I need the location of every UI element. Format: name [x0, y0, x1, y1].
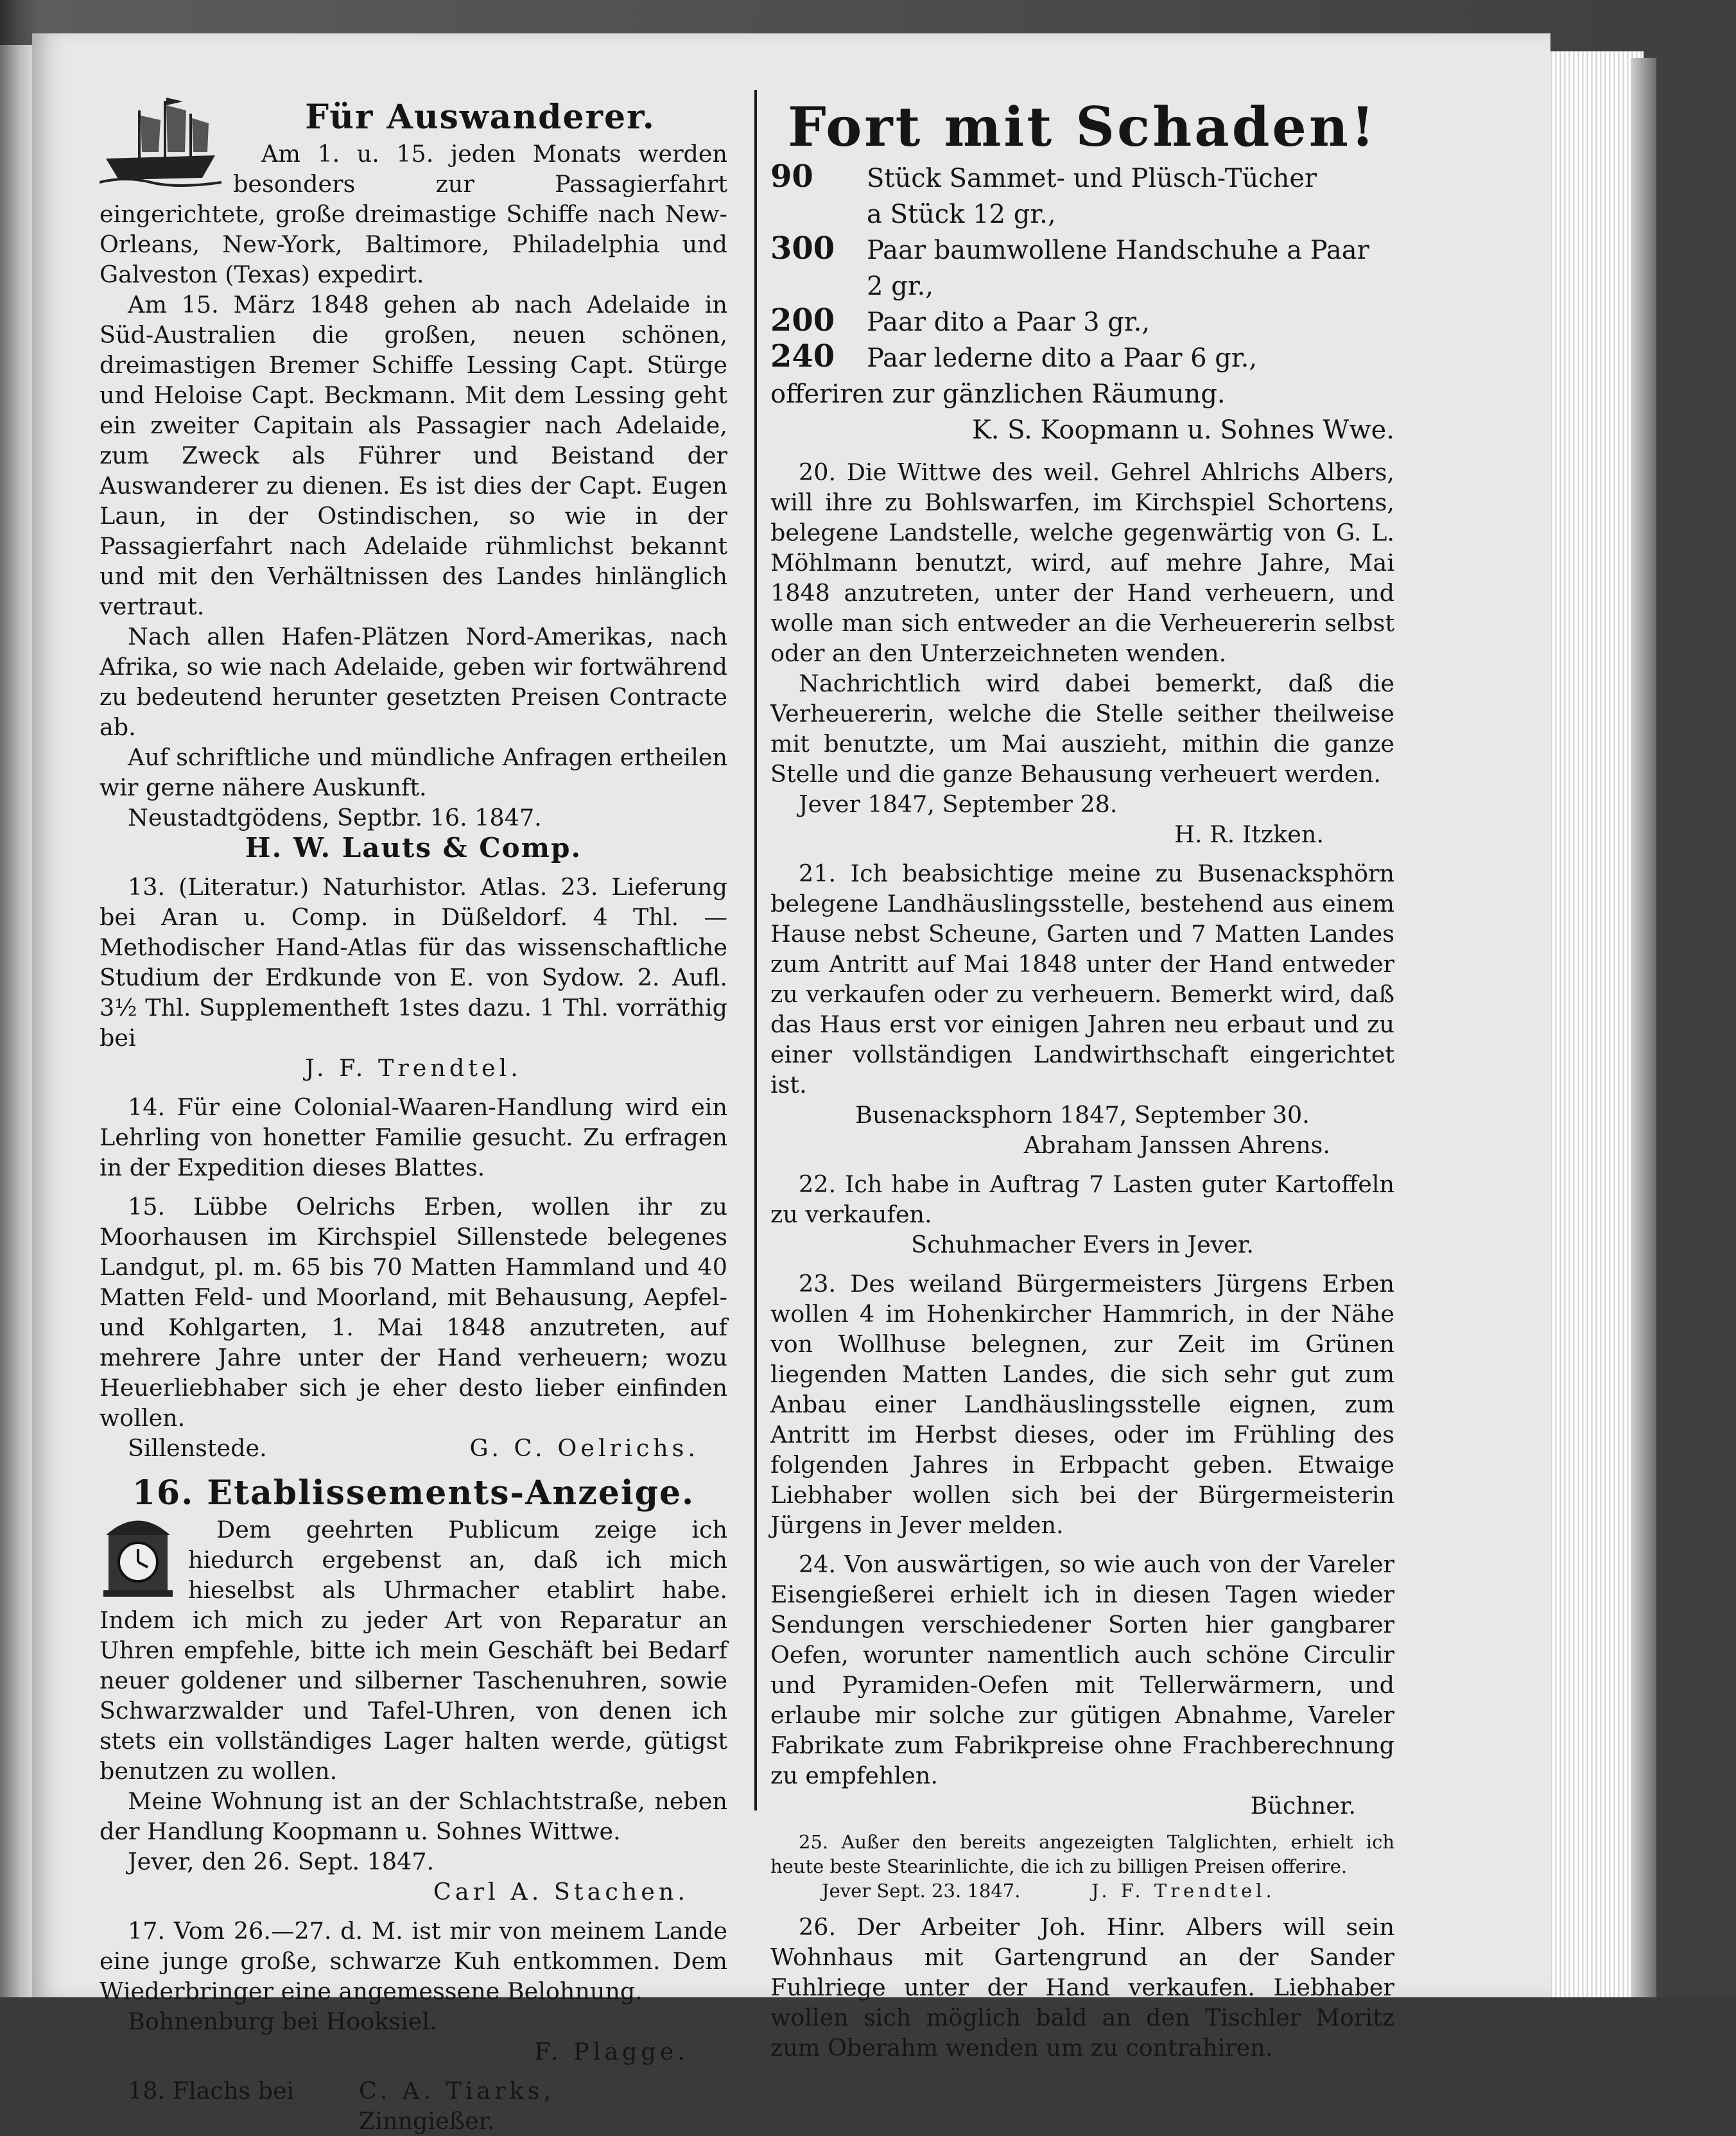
- ad-20-signature: H. R. Itzken.: [1174, 821, 1324, 848]
- ad-15-place: Sillenstede.: [128, 1434, 267, 1462]
- ad-18-signature: C. A. Tiarks,: [359, 2077, 555, 2105]
- ad-21: [770, 858, 1394, 1160]
- sale-closing: offeriren zur gänzlichen Räumung.: [770, 379, 1226, 409]
- heading-16: 16. Etablissements-Anzeige.: [132, 1473, 695, 1513]
- ad-20-paragraph-2: Nachrichtlich wird dabei bemerkt, daß die Verheuererin, welche die Stelle seither theilweise mit benutzte, um Mai auszieht, mithin die ganze Stelle und die ganze Behausung verheuert werden.: [770, 670, 1394, 788]
- ad-22-text: 22. Ich habe in Auftrag 7 Lasten guter Kartoffeln zu verkaufen.: [770, 1170, 1394, 1228]
- ad-24: [770, 1549, 1394, 1821]
- ad-16-paragraph-2: Meine Wohnung ist an der Schlachtstraße, neben der Handlung Koopmann u. Sohnes Wittwe.: [100, 1787, 727, 1845]
- sale-item-continuation: 2 gr.,: [867, 272, 933, 301]
- emigrants-firm: H. W. Lauts & Comp.: [245, 832, 582, 864]
- ad-25: [770, 1830, 1394, 1903]
- ad-25-text: 25. Außer den bereits angezeigten Talglichten, erhielt ich heute beste Stearinlichte, die ich zu billigen Preisen offerire.: [770, 1831, 1394, 1877]
- ad-18-text: 18. Flachs bei: [128, 2077, 295, 2105]
- emigrants-paragraph-4: Auf schriftliche und mündliche Anfragen ertheilen wir gerne nähere Auskunft.: [100, 743, 727, 801]
- ad-14-text: 14. Für eine Colonial-Waaren-Handlung wird ein Lehrling von honetter Familie gesucht. Zu erfragen in der Expedition dieses Blattes.: [100, 1093, 727, 1181]
- ad-17-place: Bohnenburg bei Hooksiel.: [128, 2008, 437, 2035]
- ad-23-text: 23. Des weiland Bürgermeisters Jürgens Erben wollen 4 im Hohenkircher Hammrich, in der Nähe von Wollhuse belegnen, zur Zeit im Grünen liegenden Matten Landes, die sich sehr gut zum Anbau einer Landhäuslingsstelle eignen, zum Antritt im Herbst dieses, oder im Frühling des folgenden Jahres in Erbpacht geben. Etwaige Liebhaber wollen sich bei der Bürgermeisterin Jürgens in Jever melden.: [770, 1270, 1394, 1539]
- emigrants-paragraph-1: Am 1. u. 15. jeden Monats werden besonders zur Passagierfahrt eingerichtete, große dreimastige Schiffe nach New-Orleans, New-York, Baltimore, Philadelphia und Galveston (Texas) expedirt.: [100, 140, 727, 288]
- sale-item-text: Paar baumwollene Handschuhe a Paar: [867, 236, 1369, 265]
- ad-13-signature: J. F. Trendtel.: [305, 1054, 522, 1082]
- ad-17: [100, 1916, 727, 2067]
- sale-signature: K. S. Koopmann u. Sohnes Wwe.: [971, 415, 1394, 445]
- ad-14: [100, 1092, 727, 1183]
- ad-sale: [770, 96, 1394, 448]
- ad-16-signature: Carl A. Stachen.: [433, 1878, 689, 1906]
- sale-item-text: Paar dito a Paar 3 gr.,: [867, 308, 1150, 337]
- ad-15-signature: G. C. Oelrichs.: [469, 1434, 699, 1462]
- ad-22: [770, 1169, 1394, 1260]
- page-stack-shadow: [1631, 58, 1656, 1997]
- emigrants-paragraph-3: Nach allen Hafen-Plätzen Nord-Amerikas, nach Afrika, so wie nach Adelaide, geben wir fortwährend zu bedeutend herunter gesetzten Preisen Contracte ab.: [100, 623, 727, 741]
- heading-sale: Fort mit Schaden!: [788, 95, 1377, 159]
- heading-emigrants: Für Auswanderer.: [305, 98, 655, 137]
- ad-26: [770, 1912, 1394, 2063]
- ad-16-paragraph-1: Dem geehrten Publicum zeige ich hiedurch ergebenst an, daß ich mich hieselbst als Uhrmacher etablirt habe. Indem ich mich zu jeder Art von Reparatur an Uhren empfehle, bitte ich mein Geschäft bei Bedarf neuer goldener und silberner Taschenuhren, sowie Schwarzwalder und Tafel-Uhren, von denen ich stets ein vollständiges Lager halten werde, gütigst benutzen zu wollen.: [100, 1516, 727, 1785]
- ad-23: [770, 1269, 1394, 1540]
- ad-16: [100, 1472, 727, 1907]
- sale-item: [770, 340, 1394, 376]
- ad-25-place-date: Jever Sept. 23. 1847.: [822, 1880, 1021, 1902]
- page-stack-edges: [1534, 51, 1644, 1997]
- emigrants-place-date: Neustadtgödens, Septbr. 16. 1847.: [128, 804, 542, 831]
- ad-18: [100, 2076, 727, 2136]
- sailing-ship-icon: [100, 91, 221, 187]
- column-divider: [754, 90, 757, 1810]
- ad-21-text: 21. Ich beabsichtige meine zu Busenacksphörn belegene Landhäuslingsstelle, bestehend aus einem Hause nebst Scheune, Garten und 7 Matten Landes zum Antritt auf Mai 1848 unter der Hand entweder zu verkaufen oder zu verheuern. Bemerkt wird, daß das Haus erst vor einigen Jahren neu erbaut und zu einer vollständigen Landwirthschaft eingerichtet ist.: [770, 860, 1394, 1098]
- ad-13: [100, 872, 727, 1083]
- ad-24-signature: Büchner.: [1250, 1792, 1356, 1819]
- sale-items: [770, 161, 1394, 376]
- ad-17-text: 17. Vom 26.—27. d. M. ist mir von meinem Lande eine junge große, schwarze Kuh entkommen. Dem Wiederbringer eine angemessene Belohnung.: [100, 1917, 727, 2005]
- sale-item-continuation: a Stück 12 gr.,: [867, 200, 1056, 229]
- emigrants-paragraph-2: Am 15. März 1848 gehen ab nach Adelaide in Süd-Australien die großen, neuen schönen, dreimastigen Bremer Schiffe Lessing Capt. Stürge und Heloise Capt. Beckmann. Mit dem Lessing geht ein zweiter Capitain als Passagier nach Adelaide, zum Zweck als Führer und Beistand der Auswanderer zu dienen. Es ist dies der Capt. Eugen Laun, in der Ostindischen, so wie in der Passagierfahrt nach Adelaide rühmlichst bekannt und mit den Verhältnissen des Landes hinlänglich vertraut.: [100, 291, 727, 620]
- clock-icon: [100, 1509, 177, 1599]
- sale-item-quantity: 90: [770, 159, 813, 195]
- ad-20-paragraph-1: 20. Die Wittwe des weil. Gehrel Ahlrichs Albers, will ihre zu Bohlswarfen, im Kirchspiel Schortens, belegene Landstelle, welche gegenwärtig von G. L. Möhlmann benutzt, wird, auf mehre Jahre, Mai 1848 anzutreten, unter der Hand verheuern, und wolle man sich entweder an die Verheuererin selbst oder an den Unterzeichneten wenden.: [770, 458, 1394, 667]
- ad-17-signature: F. Plagge.: [534, 2038, 689, 2065]
- ad-25-signature: J. F. Trendtel.: [1091, 1880, 1276, 1902]
- ad-21-signature: Abraham Janssen Ahrens.: [1023, 1131, 1330, 1159]
- sale-item: [770, 161, 1394, 196]
- ad-13-text: 13. (Literatur.) Naturhistor. Atlas. 23. Lieferung bei Aran u. Comp. in Düßeldorf. 4 Thl. — Methodischer Hand-Atlas für das wissenschaftliche Studium der Erdkunde von E. von Sydow. 2. Aufl. 3½ Thl. Supplementheft 1stes dazu. 1 Thl. vorräthig bei: [100, 873, 727, 1052]
- ad-emigrants: [100, 96, 727, 863]
- right-column: [770, 96, 1394, 2063]
- ad-18-role: Zinngießer.: [359, 2107, 495, 2135]
- ad-15: [100, 1192, 727, 1463]
- sale-item: [770, 232, 1394, 268]
- sale-item-quantity: 300: [770, 230, 835, 266]
- ad-16-place-date: Jever, den 26. Sept. 1847.: [128, 1848, 435, 1875]
- ad-22-signature: Schuhmacher Evers in Jever.: [911, 1231, 1254, 1258]
- sale-item-text: Stück Sammet- und Plüsch-Tücher: [867, 164, 1317, 193]
- ad-26-text: 26. Der Arbeiter Joh. Hinr. Albers will sein Wohnhaus mit Gartengrund an der Sander Fuhlriege unter der Hand verkaufen. Liebhaber wollen sich möglich bald an den Tischler Moritz zum Oberahm wenden um zu contrahiren.: [770, 1913, 1394, 2062]
- sale-item: [770, 304, 1394, 340]
- ad-20: [770, 457, 1394, 849]
- ad-21-place-date: Busenacksphorn 1847, September 30.: [855, 1101, 1310, 1129]
- ad-24-text: 24. Von auswärtigen, so wie auch von der Vareler Eisengießerei erhielt ich in diesen Tagen wieder Sendungen verschiedener Sorten hier gangbarer Oefen, worunter namentlich auch schöne Circulir und Pyramiden-Oefen mit Tellerwärmern, und erlaube mir solche zur gütigen Abnahme, Vareler Fabrikate zum Fabrikpreise ohne Frachberechnung zu empfehlen.: [770, 1550, 1394, 1789]
- sale-item-text: Paar lederne dito a Paar 6 gr.,: [867, 343, 1258, 373]
- left-column: [100, 96, 727, 2136]
- ad-20-place-date: Jever 1847, September 28.: [799, 790, 1118, 818]
- ad-15-text: 15. Lübbe Oelrichs Erben, wollen ihr zu Moorhausen im Kirchspiel Sillenstede belegenes Landgut, pl. m. 65 bis 70 Matten Hammland und 40 Matten Feld- und Moorland, mit Behausung, Aepfel- und Kohlgarten, 1. Mai 1848 anzutreten, auf mehrere Jahre unter der Hand verheuern; wozu Heuerliebhaber sich je eher desto lieber einfinden wollen.: [100, 1193, 727, 1432]
- left-page-edge: [0, 45, 33, 1997]
- sale-item-quantity: 200: [770, 302, 835, 338]
- sale-item-quantity: 240: [770, 338, 835, 374]
